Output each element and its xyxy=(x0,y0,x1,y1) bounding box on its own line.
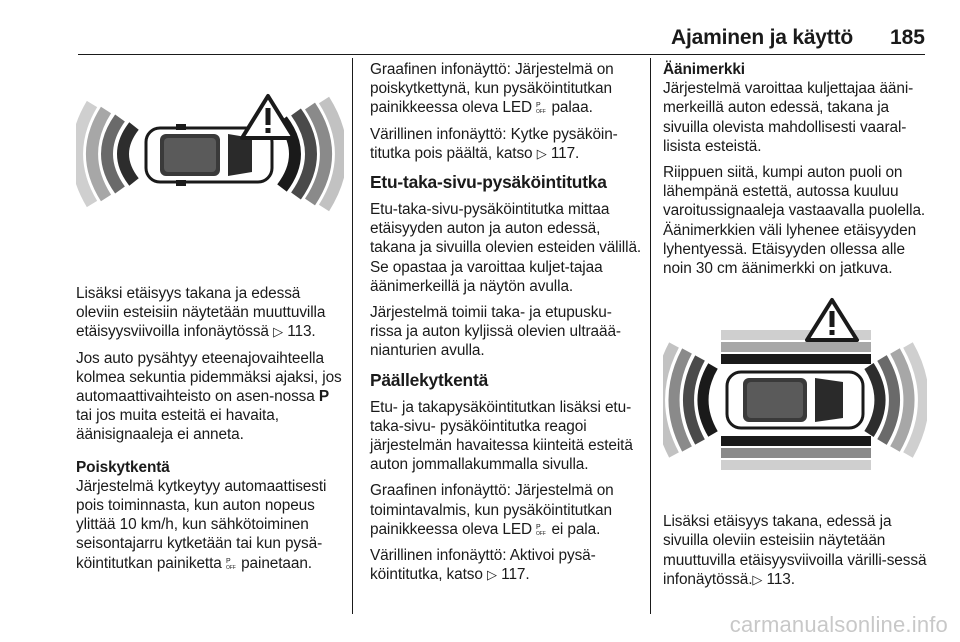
middle-paragraph-1: Graafinen infonäyttö: Järjestelmä on poiskytkettynä, kun pysäköintitutkan painikkeessa oleva LED P OFF palaa. xyxy=(370,61,614,117)
svg-text:P: P xyxy=(536,102,541,110)
middle-paragraph-5: Etu- ja takapysäköintitutkan lisäksi etu-taka-sivu- pysäköintitutka reagoi järjestelmän havaitessa kiinteitä esteitä auton jommallakummalla sivulla. xyxy=(370,398,633,474)
heading-paallekytkenta: Päällekytkentä xyxy=(370,369,489,390)
left-column xyxy=(76,60,344,580)
svg-text:OFF: OFF xyxy=(225,564,236,569)
middle-column xyxy=(370,60,642,591)
park-sensor-button-icon xyxy=(536,522,547,535)
page-header xyxy=(0,0,960,56)
watermark: carmanualsonline.info xyxy=(729,612,948,637)
left-paragraph-1: Lisäksi etäisyys takana ja edessä oleviin esteisiin näytetään muuttuvilla etäisyysviivoilla infonäytössä ▷ 113. xyxy=(76,285,326,341)
page-ref-arrow-icon: ▷ xyxy=(536,145,547,161)
middle-paragraph-2: Värillinen infonäyttö: Kytke pysäköin-titutka pois päältä, katso ▷ 117. xyxy=(370,125,618,162)
heading-etu-taka-sivu: Etu-taka-sivu-pysäköintitutka xyxy=(370,172,607,193)
car-top-view-icon xyxy=(727,372,863,428)
page-number: 185 xyxy=(889,26,925,49)
park-sensor-button-icon xyxy=(226,556,237,569)
svg-text:OFF: OFF xyxy=(536,109,546,114)
park-sensor-button-icon xyxy=(536,100,547,113)
page-ref-arrow-icon: ▷ xyxy=(273,324,283,340)
parking-sensor-figure-1 xyxy=(76,60,344,270)
column-divider-2 xyxy=(650,58,651,614)
middle-paragraph-6: Graafinen infonäyttö: Järjestelmä on toimintavalmis, kun pysäköintitutkan painikkeessa oleva LED P OFF ei pala. xyxy=(370,482,614,538)
column-divider-1 xyxy=(352,58,353,614)
left-paragraph-2: Jos auto pysähtyy eteenajovaihteella kolmea sekuntia pidemmäksi ajaksi, jos automaattivaihteisto on asen-nossa P tai jos muita esteitä ei havaita, äänisignaaleja ei anneta. xyxy=(76,349,342,444)
svg-text:P: P xyxy=(225,557,231,565)
right-paragraph-3: Lisäksi etäisyys takana, edessä ja sivuilla oleviin esteisiin näytetään muuttuvilla etäisyysviivoilla värilli-sessä infonäytössä.▷ 113. xyxy=(663,513,927,588)
right-column xyxy=(663,60,933,596)
middle-paragraph-3: Etu-taka-sivu-pysäköintitutka mittaa etäisyyden auton ja auton edessä, takana ja sivuilla olevien esteiden välillä. Se opastaa ja varoittaa kuljet-tajaa äänimerkeillä ja näytön avulla. xyxy=(370,201,642,295)
right-paragraph-1: Järjestelmä varoittaa kuljettajaa ääni-merkeillä auton edessä, takana ja sivuilla olevista mahdollisesti vaaral-lisista esteistä. xyxy=(663,80,914,155)
svg-text:OFF: OFF xyxy=(536,530,546,535)
heading-poiskytkenta: Poiskytkentä xyxy=(76,458,170,476)
right-paragraph-2: Riippuen siitä, kumpi auton puoli on lähempänä estettä, autossa kuuluu varoitussignaaleja vastaavalla puolella. Äänimerkkien väli lyhenee etäisyyden lyhentyessä. Etäisyyden ollessa alle noin 30 cm äänimerkki on jatkuva. xyxy=(663,164,926,278)
page-ref-arrow-icon: ▷ xyxy=(487,567,497,583)
header-divider xyxy=(78,54,925,55)
heading-aanimerkki: Äänimerkki xyxy=(663,61,745,78)
section-title: Ajaminen ja käyttö xyxy=(671,26,853,49)
parking-sensor-figure-2 xyxy=(663,296,927,496)
middle-paragraph-4: Järjestelmä toimii taka- ja etupusku-rissa ja auton kyljissä olevien ultraää-nianturien avulla. xyxy=(370,304,621,360)
page-ref-arrow-icon: ▷ xyxy=(752,571,763,587)
left-paragraph-3: Järjestelmä kytkeytyy automaattisesti pois toiminnasta, kun auton nopeus ylittää 10 km/h, kun sähkötoiminen seisontajarru kytketään tai kun pysä-köintitutkan painiketta P OFF painetaan. xyxy=(76,477,327,572)
svg-text:P: P xyxy=(536,523,541,531)
warning-triangle-icon xyxy=(807,300,857,340)
middle-paragraph-7: Värillinen infonäyttö: Aktivoi pysä-köintitutka, katso ▷ 117. xyxy=(370,547,596,584)
